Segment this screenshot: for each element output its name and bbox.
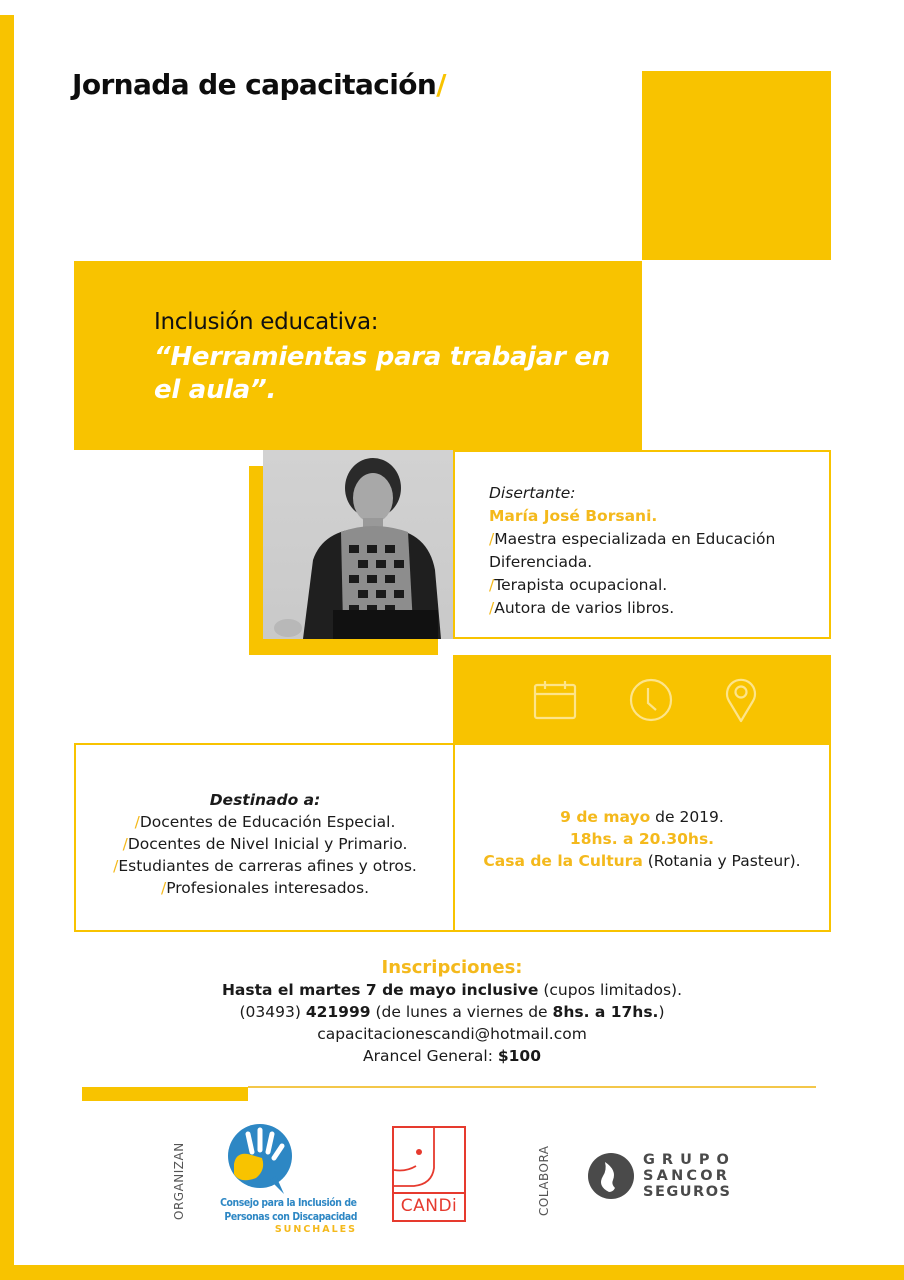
topic-subtitle: Inclusión educativa: — [154, 309, 379, 335]
candi-divider — [394, 1192, 464, 1194]
collaborator-label: COLABORA — [537, 1145, 551, 1216]
event-date: 9 de mayo de 2019. — [560, 808, 724, 826]
event-time: 18hs. a 20.30hs. — [569, 830, 715, 848]
speaker-label: Disertante: — [489, 484, 576, 502]
speaker-card — [453, 450, 831, 639]
registration-deadline: Hasta el martes 7 de mayo inclusive (cupos limitados). — [221, 981, 683, 999]
audience-item: /Estudiantes de carreras afines y otros. — [113, 857, 417, 875]
organizers-label: ORGANIZAN — [172, 1142, 186, 1220]
event-venue: Casa de la Cultura (Rotania y Pasteur). — [483, 852, 801, 870]
audience-item: /Docentes de Educación Especial. — [134, 813, 396, 831]
map-pin-icon — [725, 677, 757, 723]
speaker-photo — [263, 450, 453, 639]
consejo-logo — [218, 1122, 363, 1242]
speaker-details — [489, 482, 775, 620]
title-text: Jornada de capacitación — [72, 68, 437, 101]
footer-accent-block — [82, 1087, 248, 1101]
decorative-square — [642, 71, 831, 260]
registration-email[interactable]: capacitacionescandi@hotmail.com — [317, 1025, 587, 1043]
phone-number[interactable]: 421999 — [305, 1003, 371, 1021]
credential-item: /Autora de varios libros. — [489, 599, 675, 617]
candi-face-icon — [394, 1128, 464, 1192]
audience-item: /Docentes de Nivel Inicial y Primario. — [122, 835, 408, 853]
frame-bottom-bar — [0, 1265, 904, 1280]
title-slash: / — [436, 68, 446, 101]
event-icons-band — [453, 655, 831, 744]
speaker-name: María José Borsani. — [489, 507, 658, 525]
topic-banner — [74, 261, 642, 450]
consejo-name-line2: Personas con Discapacidad — [224, 1210, 357, 1223]
consejo-city: SUNCHALES — [274, 1224, 357, 1235]
speaker-portrait-icon — [263, 450, 453, 639]
event-details-card — [453, 743, 831, 932]
calendar-icon — [533, 680, 577, 720]
audience-item: /Profesionales interesados. — [160, 879, 370, 897]
registration-phone: (03493) 421999 (de lunes a viernes de 8hs. a 17hs.) — [239, 1003, 665, 1021]
audience-heading: Destinado a: — [209, 791, 321, 809]
topic-title: “Herramientas para trabajar en el aula”. — [154, 342, 610, 405]
clock-icon — [629, 678, 673, 722]
consejo-name-line1: Consejo para la Inclusión de — [220, 1196, 357, 1209]
audience-list — [76, 789, 454, 899]
hand-speech-bubble-icon — [222, 1122, 302, 1197]
sancor-flame-icon — [587, 1152, 635, 1200]
footer-divider — [248, 1086, 816, 1088]
event-details — [455, 806, 829, 872]
sancor-logo — [587, 1150, 737, 1202]
registration-fee: Arancel General: $100 — [363, 1047, 541, 1065]
credential-item: /Terapista ocupacional. — [489, 576, 668, 594]
credential-item: /Maestra especializada en Educación — [489, 530, 776, 548]
candi-wordmark: CANDi — [400, 1196, 458, 1216]
candi-logo — [392, 1126, 466, 1222]
frame-left-bar — [0, 15, 14, 1280]
sancor-wordmark: GRUPO SANCOR SEGUROS — [643, 1152, 736, 1200]
audience-card — [74, 743, 454, 932]
page-title — [72, 68, 446, 101]
registration-title: Inscripciones: — [381, 957, 523, 978]
credential-item-continued: Diferenciada. — [489, 553, 593, 571]
registration-section — [180, 957, 724, 1067]
